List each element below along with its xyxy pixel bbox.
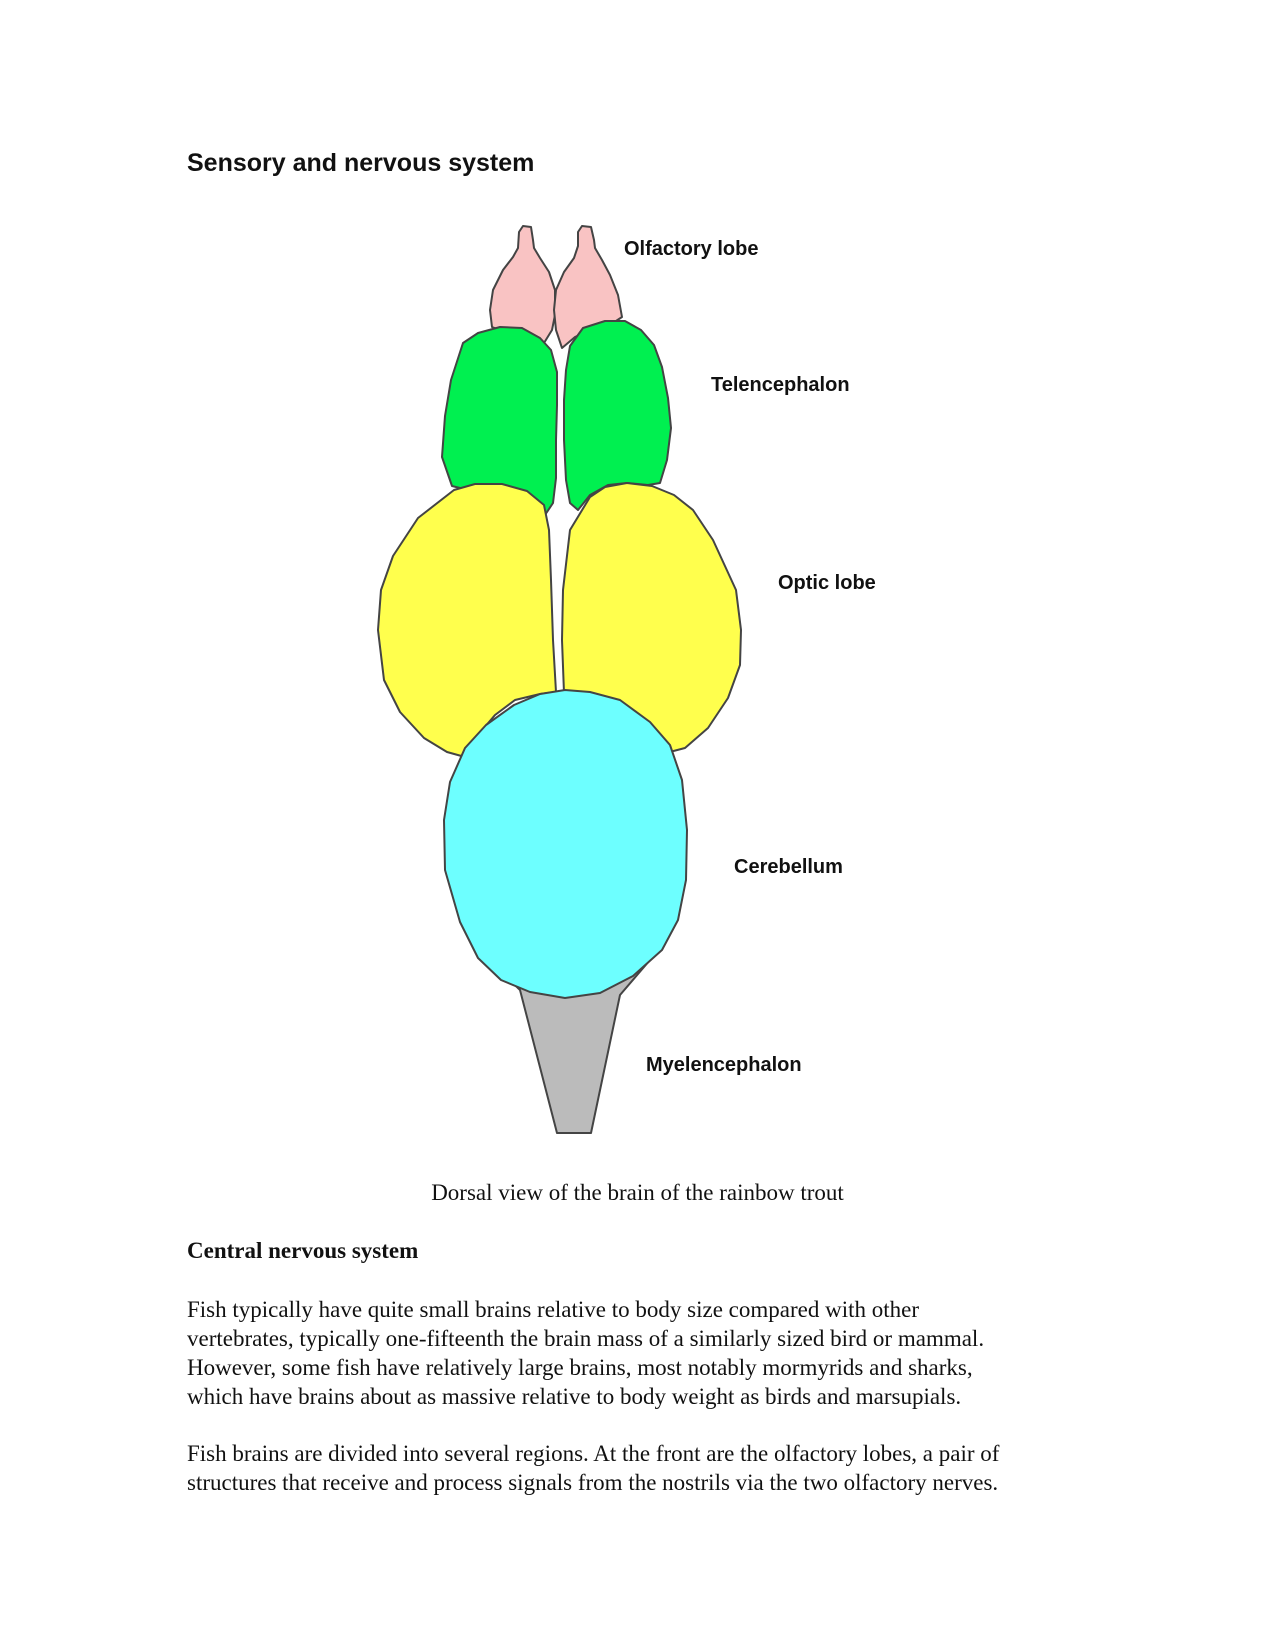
cerebellum-shape: [444, 690, 687, 998]
label-olfactory-lobe: Olfactory lobe: [624, 238, 759, 260]
paragraph-line: structures that receive and process signals from the nostrils via the two olfactory nerves.: [187, 1470, 999, 1495]
label-optic-lobe: Optic lobe: [778, 572, 876, 594]
paragraph-line: Fish brains are divided into several regions. At the front are the olfactory lobes, a pair of: [187, 1441, 1000, 1466]
paragraph-line: which have brains about as massive relative to body weight as birds and marsupials.: [187, 1384, 962, 1409]
label-myelencephalon: Myelencephalon: [646, 1054, 802, 1076]
paragraph-line: Fish typically have quite small brains relative to body size compared with other: [187, 1297, 919, 1322]
page-heading: Sensory and nervous system: [187, 149, 535, 177]
telencephalon-right: [564, 321, 671, 510]
figure-caption: Dorsal view of the brain of the rainbow trout: [431, 1180, 844, 1205]
label-cerebellum: Cerebellum: [734, 856, 843, 878]
section-heading: Central nervous system: [187, 1238, 419, 1263]
paragraph-line: However, some fish have relatively large brains, most notably mormyrids and sharks,: [187, 1355, 973, 1380]
paragraph: [187, 1439, 1087, 1497]
paragraph: [187, 1295, 1087, 1411]
paragraph-line: vertebrates, typically one-fifteenth the brain mass of a similarly sized bird or mammal.: [187, 1326, 985, 1351]
label-telencephalon: Telencephalon: [711, 374, 850, 396]
